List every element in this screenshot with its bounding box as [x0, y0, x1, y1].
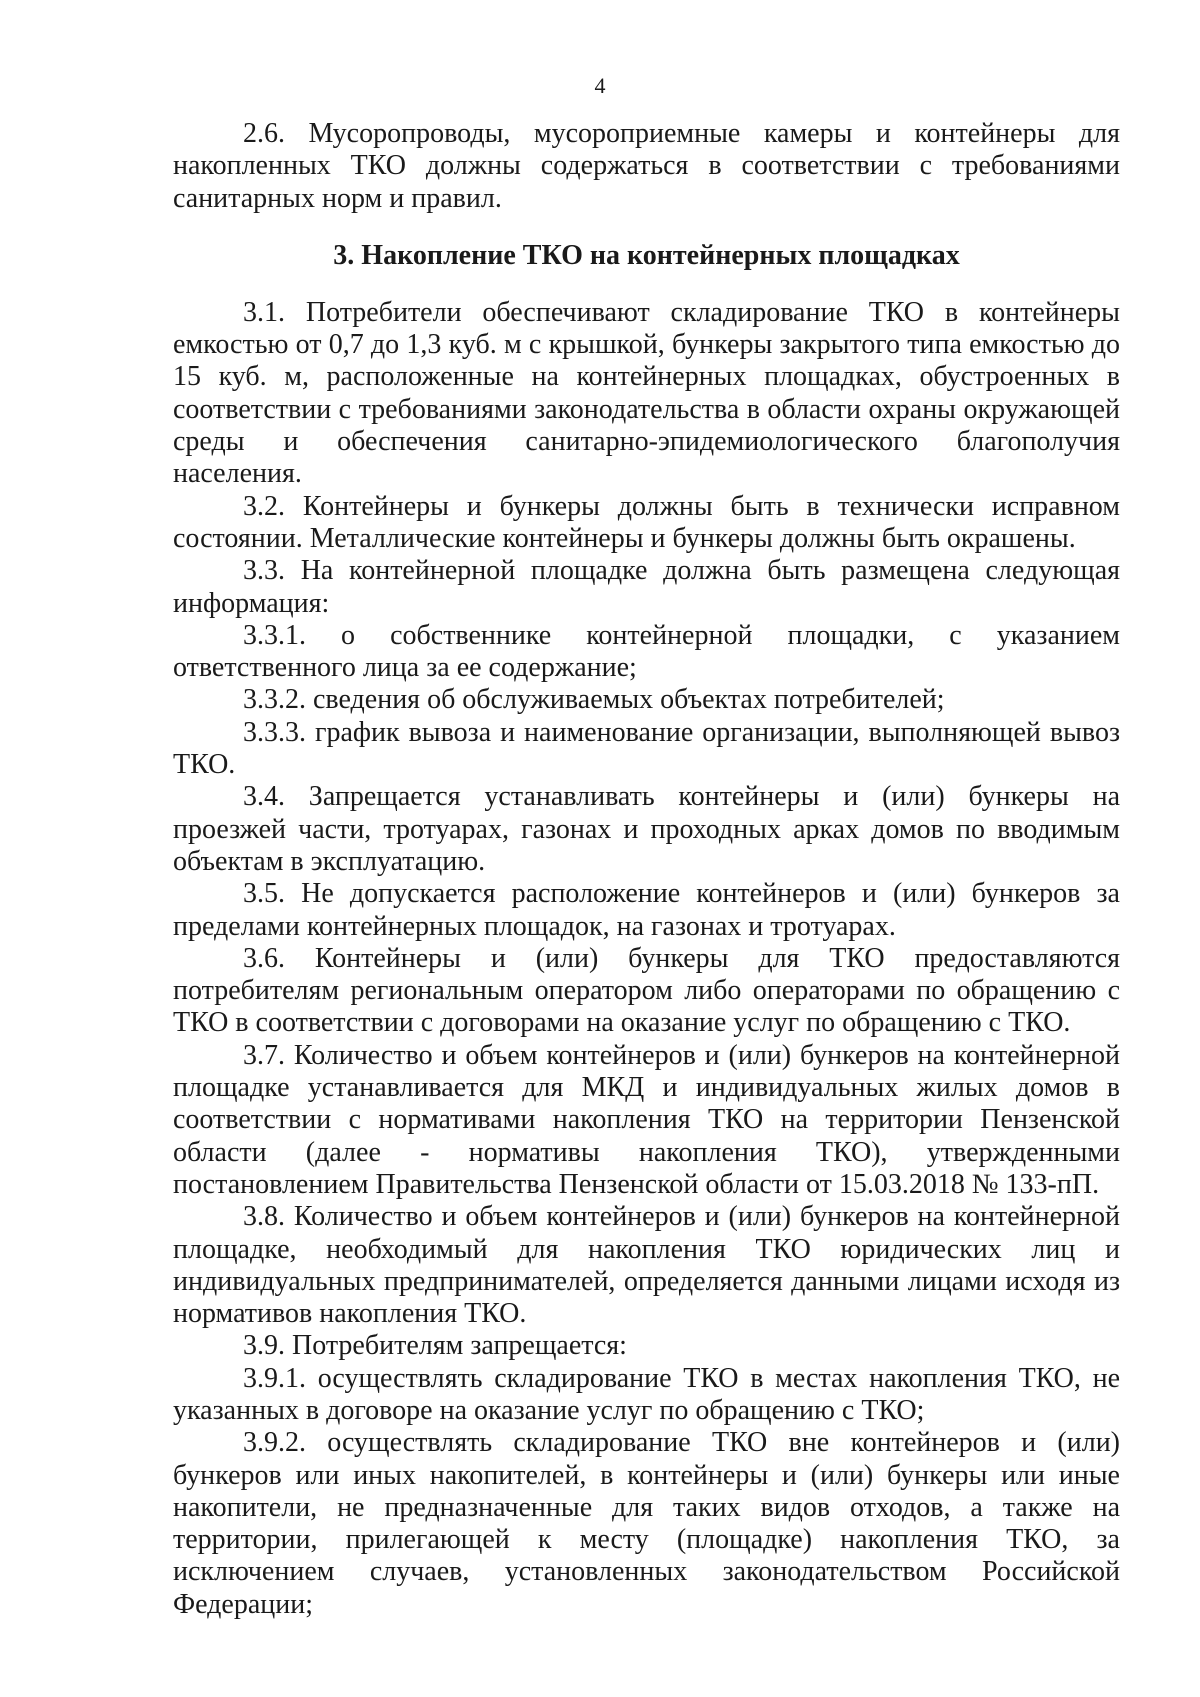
- paragraph-3-3: 3.3. На контейнерной площадке должна быть размещена следующая информация:: [173, 555, 1120, 619]
- paragraph-3-5: 3.5. Не допускается расположение контейнеров и (или) бункеров за пределами контейнерных площадок, на газонах и тротуарах.: [173, 878, 1120, 942]
- paragraph-3-8: 3.8. Количество и объем контейнеров и (или) бункеров на контейнерной площадке, необходимый для накопления ТКО юридических лиц и индивидуальных предпринимателей, определяется данными лицами исходя из нормативов накопления ТКО.: [173, 1201, 1120, 1330]
- paragraph-2-6: 2.6. Мусоропроводы, мусороприемные камеры и контейнеры для накопленных ТКО должны содержаться в соответствии с требованиями санитарных норм и правил.: [173, 118, 1120, 214]
- page-number: 4: [594, 73, 606, 98]
- paragraph-3-3-2: 3.3.2. сведения об обслуживаемых объектах потребителей;: [243, 684, 945, 716]
- document-body: [173, 118, 1120, 1621]
- paragraph-3-1: 3.1. Потребители обеспечивают складирование ТКО в контейнеры емкостью от 0,7 до 1,3 куб. м с крышкой, бункеры закрытого типа емкостью до 15 куб. м, расположенные на контейнерных площадках, обустроенных в соответствии с требованиями законодательства в области охраны окружающей среды и обеспечения санитарно-эпидемиологического благополучия населения.: [173, 296, 1120, 490]
- paragraph-3-9-1: 3.9.1. осуществлять складирование ТКО в местах накопления ТКО, не указанных в договоре на оказание услуг по обращению с ТКО;: [173, 1362, 1120, 1426]
- paragraph-3-2: 3.2. Контейнеры и бункеры должны быть в технически исправном состоянии. Металлические контейнеры и бункеры должны быть окрашены.: [173, 490, 1120, 554]
- paragraph-3-4: 3.4. Запрещается устанавливать контейнеры и (или) бункеры на проезжей части, тротуарах, газонах и проходных арках домов по вводимым объектам в эксплуатацию.: [173, 781, 1120, 877]
- paragraph-3-3-1: 3.3.1. о собственнике контейнерной площадки, с указанием ответственного лица за ее содержание;: [173, 619, 1120, 684]
- paragraph-3-7: 3.7. Количество и объем контейнеров и (или) бункеров на контейнерной площадке устанавливается для МКД и индивидуальных жилых домов в соответствии с нормативами накопления ТКО на территории Пензенской области (далее - нормативы накопления ТКО), утвержденными постановлением Правительства Пензенской области от 15.03.2018 № 133-пП.: [173, 1039, 1120, 1200]
- paragraph-3-9-2: 3.9.2. осуществлять складирование ТКО вне контейнеров и (или) бункеров или иных накопителей, в контейнеры и (или) бункеры или иные накопители, не предназначенные для таких видов отходов, а также на территории, прилегающей к месту (площадке) накопления ТКО, за исключением случаев, установленных законодательством Российской Федерации;: [173, 1427, 1120, 1620]
- paragraph-3-3-3: 3.3.3. график вывоза и наименование организации, выполняющей вывоз ТКО.: [173, 716, 1120, 781]
- section-heading: 3. Накопление ТКО на контейнерных площадках: [333, 239, 960, 271]
- paragraph-3-6: 3.6. Контейнеры и (или) бункеры для ТКО предоставляются потребителям региональным оператором либо операторами по обращению с ТКО в соответствии с договорами на оказание услуг по обращению с ТКО.: [173, 942, 1120, 1039]
- paragraph-3-9: 3.9. Потребителям запрещается:: [243, 1330, 627, 1362]
